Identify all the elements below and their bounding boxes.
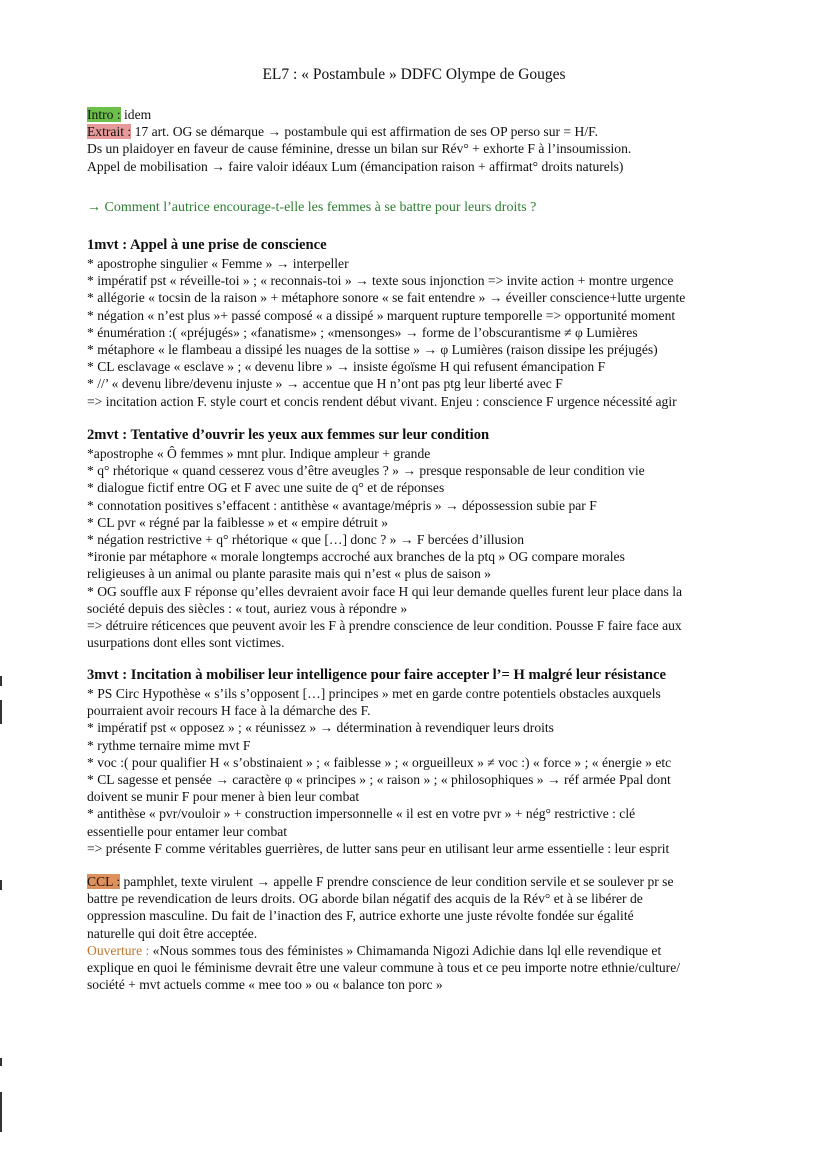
- mvt2-line: société depuis des siècles : « tout, auriez vous à répondre »: [87, 600, 408, 616]
- scan-mark: [0, 700, 2, 724]
- extrait-label: Extrait :: [87, 124, 132, 140]
- extrait-line-3: Appel de mobilisation → faire valoir idéaux Lum (émancipation raison + affirmat° droits naturels): [87, 158, 624, 174]
- mvt3-line: * voc :( pour qualifier H « s’obstinaient » ; « faiblesse » ; « orgueilleux » ≠ voc :) « force » ; « énergie » etc: [87, 754, 672, 770]
- problematique-question: → Comment l’autrice encourage-t-elle les femmes à se battre pour leurs droits ?: [87, 200, 537, 215]
- mvt3-line: * rythme ternaire mime mvt F: [87, 737, 251, 753]
- mvt1-line: * métaphore « le flambeau a dissipé les nuages de la sottise » → φ Lumières (raison dissipe les préjugés): [87, 342, 658, 358]
- ouverture-line: [87, 942, 827, 959]
- ccl-line: [87, 873, 827, 890]
- conclusion-section: [87, 873, 827, 993]
- mvt2-line: * négation restrictive + q° rhétorique « que […] donc ? » → F bercées d’illusion: [87, 532, 525, 548]
- mvt1-line: * apostrophe singulier « Femme » → interpeller: [87, 256, 349, 271]
- mvt2-conclusion: => détruire réticences que peuvent avoir les F à prendre conscience de leur condition. Pousse F faire face aux: [87, 618, 682, 634]
- scan-mark: [0, 676, 2, 686]
- mvt3-line: essentielle pour entamer leur combat: [87, 823, 288, 839]
- mvt1-line: * énumération :( «préjugés» ; «fanatisme» ; «mensonges» → forme de l’obscurantisme ≠ φ Lumières: [87, 324, 638, 340]
- intro-section: [87, 106, 827, 175]
- mvt2-line: * OG souffle aux F réponse qu’elles devraient avoir face H qui leur demande quelles furent leur place dans la: [87, 583, 683, 599]
- mvt2-line: religieuses à un animal ou plante parasite mais qui n’est « plus de saison »: [87, 566, 491, 582]
- mvt3-line: * impératif pst « opposez » ; « réunissez » → détermination à revendiquer leurs droits: [87, 720, 554, 736]
- mvt3-line: * CL sagesse et pensée → caractère φ « principes » ; « raison » ; « philosophiques » → réf armée Ppal dont: [87, 772, 671, 788]
- mvt3-line: * antithèse « pvr/vouloir » + construction impersonnelle « il est en votre pvr » + nég° restrictive : clé: [87, 806, 636, 822]
- mvt1-section: [87, 236, 827, 410]
- mvt2-line: * q° rhétorique « quand cesserez vous d’être aveugles ? » → presque responsable de leur condition vie: [87, 463, 645, 479]
- mvt3-line: pourraient avoir recours H face à la démarche des F.: [87, 703, 371, 719]
- mvt1-heading: 1mvt : Appel à une prise de conscience: [87, 237, 327, 253]
- mvt1-line: * CL esclavage « esclave » ; « devenu libre » → insiste égoïsme H qui refusent émancipation F: [87, 359, 606, 375]
- extrait-line: [87, 123, 827, 140]
- ouverture-line: société + mvt actuels comme « mee too » ou « balance ton porc »: [87, 977, 443, 993]
- mvt3-line: doivent se munir F pour mener à bien leur combat: [87, 789, 360, 805]
- scan-mark: [0, 880, 2, 890]
- mvt2-line: * connotation positives s’effacent : antithèse « avantage/mépris » → dépossession subie par F: [87, 497, 597, 513]
- intro-line: [87, 106, 827, 123]
- mvt3-heading: 3mvt : Incitation à mobiliser leur intelligence pour faire accepter l’= H malgré leur résistance: [87, 667, 666, 683]
- ccl-line: battre pe revendication de leurs droits. OG aborde bilan négatif des acquis de la Rév° et à se libérer de: [87, 891, 643, 907]
- mvt2-heading: 2mvt : Tentative d’ouvrir les yeux aux femmes sur leur condition: [87, 427, 490, 443]
- ccl-text: pamphlet, texte virulent → appelle F prendre conscience de leur condition servile et se soulever pr se: [120, 874, 674, 889]
- mvt3-line: * PS Circ Hypothèse « s’ils s’opposent […] principes » met en garde contre potentiels obstacles auxquels: [87, 686, 661, 701]
- ouverture-line: explique en quoi le féminisme devrait être une valeur commune à tous et ce peu importe notre ethnie/culture/: [87, 960, 681, 976]
- scan-mark: [0, 1092, 2, 1132]
- ouverture-text: «Nous sommes tous des féministes » Chimamanda Nigozi Adichie dans lql elle revendique et: [149, 942, 662, 958]
- extrait-line-2: Ds un plaidoyer en faveur de cause féminine, dresse un bilan sur Rév° + exhorte F à l’insoumission.: [87, 141, 632, 157]
- ccl-line: oppression masculine. Du fait de l’inaction des F, autrice exhorte une juste révolte fondée sur égalité: [87, 908, 634, 924]
- mvt2-section: [87, 426, 827, 651]
- mvt1-line: * //’ « devenu libre/devenu injuste » → accentue que H n’ont pas ptg leur liberté avec F: [87, 376, 563, 392]
- intro-text: idem: [120, 107, 152, 122]
- ccl-line: naturelle qui doit être acceptée.: [87, 925, 258, 941]
- mvt2-line: * dialogue fictif entre OG et F avec une suite de q° et de réponses: [87, 480, 445, 496]
- mvt2-conclusion: usurpations dont elles sont victimes.: [87, 635, 285, 651]
- mvt1-line: * impératif pst « réveille-toi » ; « reconnais-toi » → texte sous injonction => invite action + montre urgence: [87, 273, 674, 289]
- ccl-label: CCL :: [87, 874, 121, 889]
- intro-label: Intro :: [87, 107, 121, 122]
- mvt3-section: [87, 666, 827, 857]
- mvt1-line: * allégorie « tocsin de la raison » + métaphore sonore « se fait entendre » → éveiller conscience+lutte urgente: [87, 290, 686, 306]
- scan-mark: [0, 1058, 2, 1066]
- mvt2-line: *apostrophe « Ô femmes » mnt plur. Indique ampleur + grande: [87, 446, 431, 461]
- mvt3-conclusion: => présente F comme véritables guerrières, de lutter sans peur en utilisant leur arme essentielle : leur esprit: [87, 840, 670, 856]
- mvt2-line: * CL pvr « régné par la faiblesse » et « empire détruit »: [87, 514, 389, 530]
- document-title: EL7 : « Postambule » DDFC Olympe de Gouges: [262, 66, 566, 83]
- ouverture-label: Ouverture :: [87, 942, 150, 958]
- mvt2-line: *ironie par métaphore « morale longtemps accroché aux branches de la ptq » OG compare morales: [87, 549, 625, 565]
- extrait-text: 17 art. OG se démarque → postambule qui est affirmation de ses OP perso sur = H/F.: [131, 124, 598, 140]
- mvt1-conclusion: => incitation action F. style court et concis rendent début vivant. Enjeu : conscience F urgence nécessité agir: [87, 393, 677, 409]
- mvt1-line: * négation « n’est plus »+ passé composé « a dissipé » marquent rupture temporelle => opportunité moment: [87, 307, 676, 323]
